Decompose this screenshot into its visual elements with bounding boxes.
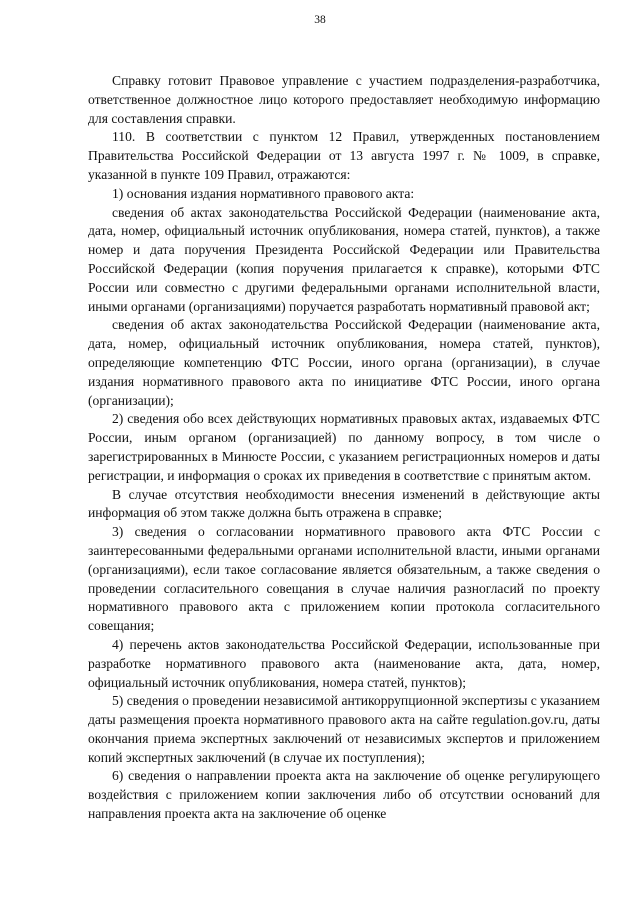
paragraph-reference-preparation: Справку готовит Правовое управление с участием подразделения-разработчика, ответственное должностное лицо которого предоставляет необходимую информацию для составления справки. bbox=[88, 73, 600, 126]
paragraph-legislation-acts-competence: сведения об актах законодательства Российской Федерации (наименование акта, дата, номер, официальный источник опубликования, номера статей, пунктов), определяющие компетенцию ФТС России, иного органа (организации), в случае издания нормативного правового акта по инициативе ФТС России, иного органа (организации); bbox=[88, 317, 600, 408]
paragraph-subitem-4: 4) перечень актов законодательства Российской Федерации, использованные при разработке нормативного правового акта (наименование акта, дата, номер, официальный источник опубликования, номера статей, пунктов); bbox=[88, 636, 600, 690]
paragraph-subitem-3: 3) сведения о согласовании нормативного правового акта ФТС России с заинтересованными федеральными органами исполнительной власти, иными органами (организациями), если такое согласование является обязательным, а также сведения о проведении согласительного совещания в случае наличия разногласий по проекту нормативного правового акта с приложением копии протокола согласительного совещания; bbox=[88, 524, 600, 634]
paragraph-legislation-acts-orders: сведения об актах законодательства Российской Федерации (наименование акта, дата, номер, официальный источник опубликования, номера статей, пунктов), а также номер и дата поручения Президента Российской Федерации или Правительства Российской Федерации (копия поручения прилагается к справке), которыми ФТС России или совместно с другими федеральными органами исполнительной власти, иными органами (организациями) поручается разработать нормативный правовой акт; bbox=[88, 204, 600, 314]
paragraph-subitem-1: 1) основания издания нормативного правового акта: bbox=[112, 185, 415, 201]
paragraph-subitem-6: 6) сведения о направлении проекта акта на заключение об оценке регулирующего воздействия с приложением копии заключения либо об отсутствии оснований для направления проекта акта на заключение об оценке bbox=[88, 768, 600, 822]
paragraph-subitem-5: 5) сведения о проведении независимой антикоррупционной экспертизы с указанием даты размещения проекта нормативного правового акта на сайте regulation.gov.ru, даты окончания приема экспертных заключений от независимых экспертов и приложением копий экспертных заключений (в случае их поступления); bbox=[88, 693, 600, 765]
page-number: 38 bbox=[314, 14, 326, 26]
paragraph-no-changes-needed: В случае отсутствия необходимости внесения изменений в действующие акты информация об этом также должна быть отражена в справке; bbox=[88, 486, 600, 521]
body-text bbox=[88, 72, 600, 824]
paragraph-subitem-2: 2) сведения обо всех действующих нормативных правовых актах, издаваемых ФТС России, иным органом (организацией) по данному вопросу, в том числе о зарегистрированных в Минюсте России, с указанием регистрационных номеров и даты регистрации, и информация о сроках их приведения в соответствие с принятым актом. bbox=[88, 411, 600, 483]
paragraph-item-110: 110. В соответствии с пунктом 12 Правил, утвержденных постановлением Правительства Российской Федерации от 13 августа 1997 г. № 1009, в справке, указанной в пункте 109 Правил, отражаются: bbox=[88, 129, 600, 182]
